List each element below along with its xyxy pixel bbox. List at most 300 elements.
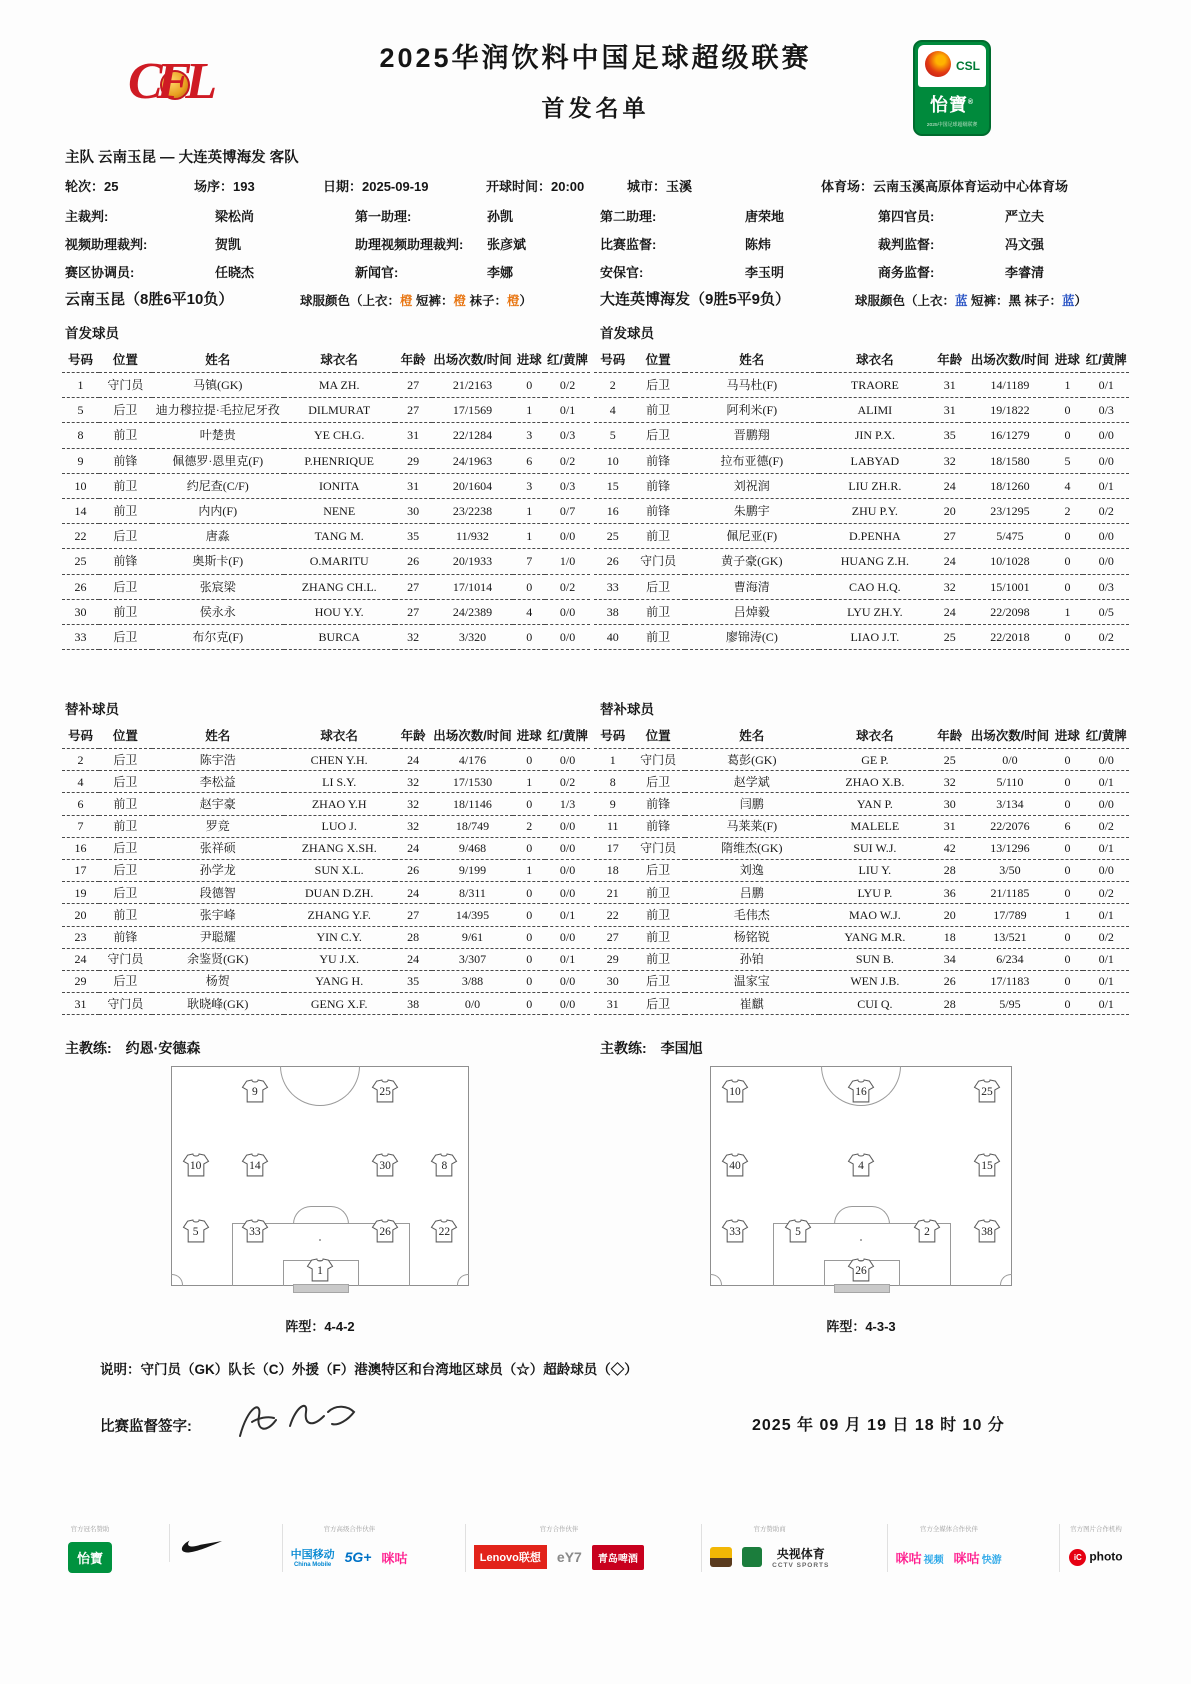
sponsor-tier-label: 官方全媒体合作伙伴 <box>919 1526 978 1533</box>
player-cell: MAO W.J. <box>819 904 931 926</box>
player-cell: 0/0 <box>545 624 590 649</box>
player-cell: 0 <box>513 926 545 948</box>
player-jersey-icon <box>241 1079 269 1103</box>
player-cell: 0 <box>1051 398 1083 423</box>
kit-color-value: 橙 <box>507 294 520 308</box>
player-cell: 0/0 <box>545 859 590 881</box>
column-header: 位置 <box>99 346 152 373</box>
player-cell: 0 <box>1051 549 1083 574</box>
player-cell: 拉布亚德(F) <box>685 448 819 473</box>
player-cell: 3 <box>513 473 545 498</box>
player-cell: 1 <box>513 398 545 423</box>
registered-mark: ® <box>967 99 975 106</box>
player-cell: 0/1 <box>1083 993 1129 1015</box>
official-label: 赛区协调员: <box>65 265 135 280</box>
player-cell: 后卫 <box>631 970 685 992</box>
meta-1: 场序：193 <box>194 179 255 194</box>
player-cell: 后卫 <box>631 574 685 599</box>
player-cell: 后卫 <box>99 574 152 599</box>
sponsor-footer <box>60 1524 1132 1573</box>
away-subs-label: 替补球员 <box>600 702 654 717</box>
sponsor-group <box>465 1524 652 1572</box>
player-cell: 0 <box>1051 948 1083 970</box>
player-cell: 段德智 <box>152 882 284 904</box>
player-jersey-icon <box>306 1258 334 1282</box>
player-cell: 0 <box>1051 859 1083 881</box>
official-label: 新闻官: <box>355 265 399 280</box>
sponsor-tier-label: 官方图片合作机构 <box>1070 1526 1122 1533</box>
player-cell: TRAORE <box>819 373 931 398</box>
player-cell: 31 <box>931 398 968 423</box>
player-cell: 0 <box>513 948 545 970</box>
sponsor-logo-yibao-icon: 怡寶 <box>68 1542 112 1573</box>
player-cell: 0/1 <box>545 948 590 970</box>
player-row <box>62 624 590 649</box>
player-row <box>594 948 1129 970</box>
player-row <box>594 373 1129 398</box>
player-cell: 3/50 <box>968 859 1051 881</box>
official-label: 安保官: <box>600 265 644 280</box>
player-jersey-icon <box>182 1219 210 1243</box>
player-cell: 22/2076 <box>968 815 1051 837</box>
player-cell: 17/1530 <box>432 771 514 793</box>
meta-4: 城市：玉溪 <box>627 179 693 194</box>
matchup: 主队 云南玉昆 — 大连英博海发 客队 <box>65 150 299 166</box>
sponsor-logo-nike-icon <box>178 1539 224 1556</box>
player-cell: 24 <box>395 882 432 904</box>
player-cell: 前卫 <box>631 948 685 970</box>
official-name: 梁松尚 <box>215 209 255 224</box>
sponsor-logo-migu-icon: 咪咕 <box>381 1550 408 1566</box>
player-cell: 后卫 <box>631 771 685 793</box>
sponsor-group <box>60 1524 120 1573</box>
player-cell: LYU P. <box>819 882 931 904</box>
player-cell: O.MARITU <box>284 549 395 574</box>
jersey-number: 22 <box>438 1225 451 1238</box>
player-cell: 后卫 <box>99 624 152 649</box>
column-header: 进球 <box>1051 722 1083 749</box>
player-cell: LABYAD <box>819 448 931 473</box>
official-name: 孙凯 <box>487 209 514 224</box>
player-cell: 14/1189 <box>968 373 1051 398</box>
player-cell: ZHAO Y.H <box>284 793 395 815</box>
player-cell: 8/311 <box>432 882 514 904</box>
player-cell: 葛彭(GK) <box>685 749 819 771</box>
player-cell: 27 <box>931 524 968 549</box>
player-cell: 32 <box>395 815 432 837</box>
player-cell: 23 <box>62 926 99 948</box>
player-cell: 佩德罗·恩里克(F) <box>152 448 284 473</box>
player-cell: 6/234 <box>968 948 1051 970</box>
player-cell: 1/0 <box>545 549 590 574</box>
player-cell: 0/1 <box>1083 373 1129 398</box>
player-row <box>594 926 1129 948</box>
jersey-number: 15 <box>981 1160 993 1173</box>
column-header: 出场次数/时间 <box>968 346 1051 373</box>
player-cell: 守门员 <box>99 993 152 1015</box>
player-row <box>62 882 590 904</box>
player-cell: 31 <box>594 993 631 1015</box>
player-cell: 0/3 <box>545 473 590 498</box>
player-cell: 1 <box>594 749 631 771</box>
goal <box>293 1284 349 1293</box>
sponsor-logo-lenovo-icon: Lenovo联想 <box>474 1545 547 1569</box>
player-cell: 0/0 <box>545 599 590 624</box>
player-cell: 27 <box>395 599 432 624</box>
player-cell: ZHANG Y.F. <box>284 904 395 926</box>
player-cell: 31 <box>395 423 432 448</box>
away-kit-colors: 球服颜色（上衣：蓝 短裤：黑 袜子：蓝） <box>855 294 1088 308</box>
player-row <box>62 970 590 992</box>
player-cell: YANG M.R. <box>819 926 931 948</box>
player-cell: 0/0 <box>1083 793 1129 815</box>
badge-tagline: 2025中国足球超级联赛 <box>926 122 978 128</box>
player-cell: 42 <box>931 837 968 859</box>
home-subs-label: 替补球员 <box>65 702 119 717</box>
player-cell: 0/1 <box>545 904 590 926</box>
player-cell: SUI W.J. <box>819 837 931 859</box>
player-jersey-icon <box>973 1153 1001 1177</box>
player-cell: 1 <box>1051 904 1083 926</box>
player-cell: 侯永永 <box>152 599 284 624</box>
player-cell: 22 <box>62 524 99 549</box>
player-cell: 前卫 <box>99 904 152 926</box>
player-cell: 杨铭锐 <box>685 926 819 948</box>
player-cell: 29 <box>62 970 99 992</box>
player-cell: 35 <box>395 970 432 992</box>
column-header: 年龄 <box>931 722 968 749</box>
player-cell: 后卫 <box>99 749 152 771</box>
player-cell: DUAN D.ZH. <box>284 882 395 904</box>
player-row <box>62 926 590 948</box>
player-cell: 2 <box>513 815 545 837</box>
player-cell: ZHU P.Y. <box>819 498 931 523</box>
player-row <box>62 859 590 881</box>
official-name: 任晓杰 <box>215 265 255 280</box>
player-cell: 张祥硕 <box>152 837 284 859</box>
player-cell: NENE <box>284 498 395 523</box>
penalty-spot <box>319 1239 321 1241</box>
sponsor-logo-cmcc-icon: 中国移动 China Mobile <box>290 1549 335 1568</box>
player-cell: 1 <box>513 859 545 881</box>
player-cell: LUO J. <box>284 815 395 837</box>
player-cell: 8 <box>594 771 631 793</box>
player-cell: 前卫 <box>631 524 685 549</box>
official-label: 助理视频助理裁判: <box>355 237 464 252</box>
player-cell: 0/0 <box>1083 448 1129 473</box>
player-cell: 0/0 <box>1083 859 1129 881</box>
player-cell: 3/320 <box>432 624 514 649</box>
player-row <box>594 473 1129 498</box>
official-name: 冯文强 <box>1005 237 1045 252</box>
player-cell: 0/2 <box>545 574 590 599</box>
player-row <box>62 815 590 837</box>
player-cell: 15 <box>594 473 631 498</box>
player-cell: 前卫 <box>99 793 152 815</box>
sponsor-logo-mark2-icon <box>742 1547 762 1567</box>
sponsor-group <box>282 1524 416 1572</box>
player-cell: 0/0 <box>1083 423 1129 448</box>
player-cell: 25 <box>594 524 631 549</box>
player-cell: 25 <box>931 624 968 649</box>
column-header: 姓名 <box>685 722 819 749</box>
player-cell: 5 <box>1051 448 1083 473</box>
column-header: 球衣名 <box>284 346 395 373</box>
table-header-row <box>594 346 1129 373</box>
player-cell: 0/0 <box>545 970 590 992</box>
player-cell: 前卫 <box>631 624 685 649</box>
player-row <box>594 398 1129 423</box>
player-cell: 吕焯毅 <box>685 599 819 624</box>
player-cell: 14/395 <box>432 904 514 926</box>
player-cell: 38 <box>594 599 631 624</box>
signature-datetime: 2025 年 09 月 19 日 18 时 10 分 <box>752 1417 1005 1434</box>
player-cell: 24/1963 <box>432 448 514 473</box>
column-header: 球衣名 <box>819 722 931 749</box>
player-cell: 3/134 <box>968 793 1051 815</box>
sponsor-logo-grey-icon: eY7 <box>556 1549 582 1565</box>
column-header: 红/黄牌 <box>545 346 590 373</box>
player-cell: 前锋 <box>631 498 685 523</box>
player-cell: 0/1 <box>545 398 590 423</box>
player-cell: 5/475 <box>968 524 1051 549</box>
player-cell: 9 <box>62 448 99 473</box>
corner-arc <box>710 1274 722 1286</box>
player-cell: WEN J.B. <box>819 970 931 992</box>
player-row <box>594 574 1129 599</box>
jersey-number: 25 <box>981 1085 993 1098</box>
jersey-number: 26 <box>379 1225 391 1238</box>
player-cell: 26 <box>931 970 968 992</box>
coach-label: 主教练: <box>65 1040 112 1056</box>
player-cell: 32 <box>395 793 432 815</box>
player-row <box>62 993 590 1015</box>
supervisor-signature-label: 比赛监督签字: <box>100 1419 192 1435</box>
meta-3: 开球时间：20:00 <box>486 179 585 194</box>
player-cell: 35 <box>395 524 432 549</box>
player-cell: 32 <box>931 771 968 793</box>
column-header: 年龄 <box>931 346 968 373</box>
player-cell: 27 <box>395 373 432 398</box>
cfl-logo-text: CFL <box>128 53 212 110</box>
player-cell: 0 <box>513 624 545 649</box>
player-row <box>594 793 1129 815</box>
player-cell: YE CH.G. <box>284 423 395 448</box>
player-cell: 31 <box>62 993 99 1015</box>
player-cell: 33 <box>62 624 99 649</box>
player-jersey-icon <box>182 1153 210 1177</box>
player-cell: SUN B. <box>819 948 931 970</box>
player-cell: 0/2 <box>545 373 590 398</box>
player-cell: 0/0 <box>545 882 590 904</box>
away-team-name: 大连英博海发（9胜5平9负） <box>600 291 791 308</box>
player-cell: 27 <box>594 926 631 948</box>
jersey-number: 4 <box>858 1160 864 1173</box>
player-cell: 10/1028 <box>968 549 1051 574</box>
player-row <box>62 398 590 423</box>
player-cell: 28 <box>395 926 432 948</box>
column-header: 年龄 <box>395 346 432 373</box>
player-cell: 25 <box>62 549 99 574</box>
player-cell: 4 <box>594 398 631 423</box>
player-cell: 22/1284 <box>432 423 514 448</box>
player-row <box>62 373 590 398</box>
official-name: 严立夫 <box>1005 209 1045 224</box>
official-name: 李睿清 <box>1005 265 1045 280</box>
player-cell: 4 <box>513 599 545 624</box>
away-coach-name: 李国旭 <box>660 1040 703 1056</box>
player-cell: 布尔克(F) <box>152 624 284 649</box>
player-cell: 0/2 <box>1083 815 1129 837</box>
official-label: 比赛监督: <box>600 237 657 252</box>
player-cell: 3 <box>513 423 545 448</box>
player-cell: 前卫 <box>631 398 685 423</box>
meta-5: 体育场：云南玉溪高原体育运动中心体育场 <box>821 179 1069 194</box>
player-cell: 3/88 <box>432 970 514 992</box>
player-cell: 20 <box>62 904 99 926</box>
player-cell: 24 <box>395 749 432 771</box>
player-cell: ZHAO X.B. <box>819 771 931 793</box>
player-cell: P.HENRIQUE <box>284 448 395 473</box>
jersey-number: 10 <box>729 1085 741 1098</box>
player-cell: 35 <box>931 423 968 448</box>
player-cell: BURCA <box>284 624 395 649</box>
player-cell: 4 <box>1051 473 1083 498</box>
player-jersey-icon <box>721 1219 749 1243</box>
player-row <box>62 524 590 549</box>
player-cell: 1 <box>513 771 545 793</box>
away-formation-label: 阵型：4-3-3 <box>826 1319 896 1334</box>
player-cell: 34 <box>931 948 968 970</box>
page-title: 2025华润饮料中国足球超级联赛 <box>379 43 812 73</box>
csl-badge-text: CSL <box>956 59 980 73</box>
player-cell: 2 <box>594 373 631 398</box>
player-jersey-icon <box>847 1258 875 1282</box>
player-cell: 0/1 <box>1083 473 1129 498</box>
player-cell: LYU ZH.Y. <box>819 599 931 624</box>
player-cell: 0/0 <box>545 524 590 549</box>
player-row <box>594 624 1129 649</box>
player-cell: 前锋 <box>631 473 685 498</box>
player-cell: 0 <box>1051 624 1083 649</box>
player-cell: 0 <box>1051 993 1083 1015</box>
player-cell: CHEN Y.H. <box>284 749 395 771</box>
player-cell: 后卫 <box>631 423 685 448</box>
sponsor-logo-fiveg-icon: 5G+ <box>344 1549 372 1565</box>
player-cell: 1/3 <box>545 793 590 815</box>
home-subs-table <box>62 722 590 1015</box>
player-cell: 32 <box>931 574 968 599</box>
player-jersey-icon <box>721 1153 749 1177</box>
player-cell: 0 <box>1051 574 1083 599</box>
player-cell: 叶楚贵 <box>152 423 284 448</box>
player-cell: 孙铂 <box>685 948 819 970</box>
player-cell: 27 <box>395 904 432 926</box>
official-name: 唐荣地 <box>745 209 785 224</box>
jersey-number: 26 <box>855 1264 867 1277</box>
player-cell: 17/1014 <box>432 574 514 599</box>
home-starters-label: 首发球员 <box>65 326 119 341</box>
player-row <box>62 904 590 926</box>
column-header: 号码 <box>594 346 631 373</box>
home-starters-table <box>62 346 590 650</box>
player-row <box>594 837 1129 859</box>
player-cell: LIU Y. <box>819 859 931 881</box>
player-cell: 0/2 <box>1083 624 1129 649</box>
player-cell: 崔麒 <box>685 993 819 1015</box>
player-cell: 0/0 <box>545 926 590 948</box>
corner-arc <box>457 1274 469 1286</box>
player-cell: 22 <box>594 904 631 926</box>
player-cell: 24 <box>395 948 432 970</box>
player-cell: 0/2 <box>1083 926 1129 948</box>
yibao-brand <box>915 91 989 117</box>
player-cell: 20 <box>931 904 968 926</box>
player-cell: 奥斯卡(F) <box>152 549 284 574</box>
player-cell: 0 <box>513 837 545 859</box>
player-cell: 前卫 <box>631 599 685 624</box>
player-row <box>594 993 1129 1015</box>
corner-arc <box>171 1274 183 1286</box>
player-cell: 31 <box>931 815 968 837</box>
player-cell: 前锋 <box>631 448 685 473</box>
player-cell: 5 <box>62 398 99 423</box>
player-jersey-icon <box>241 1153 269 1177</box>
player-cell: 6 <box>1051 815 1083 837</box>
player-cell: 27 <box>395 574 432 599</box>
player-cell: 后卫 <box>631 373 685 398</box>
player-cell: 0 <box>1051 837 1083 859</box>
player-cell: 26 <box>62 574 99 599</box>
player-cell: 余鉴贤(GK) <box>152 948 284 970</box>
away-starters-table <box>594 346 1129 650</box>
player-cell: 0 <box>1051 793 1083 815</box>
player-cell: 24 <box>395 837 432 859</box>
player-cell: 2 <box>1051 498 1083 523</box>
jersey-number: 14 <box>249 1160 261 1173</box>
player-cell: 赵学斌 <box>685 771 819 793</box>
column-header: 位置 <box>631 346 685 373</box>
player-cell: 陈宇浩 <box>152 749 284 771</box>
player-row <box>594 599 1129 624</box>
penalty-arc <box>293 1206 349 1224</box>
player-cell: 21/1185 <box>968 882 1051 904</box>
player-cell: 0/3 <box>1083 398 1129 423</box>
home-formation-pitch <box>171 1066 469 1286</box>
player-cell: 40 <box>594 624 631 649</box>
player-cell: 后卫 <box>99 859 152 881</box>
player-cell: 迪力穆拉提·毛拉尼牙孜 <box>152 398 284 423</box>
kit-color-value: 蓝 <box>1062 294 1075 308</box>
player-cell: 3/307 <box>432 948 514 970</box>
player-cell: 24 <box>931 473 968 498</box>
player-cell: 守门员 <box>631 549 685 574</box>
player-cell: 33 <box>594 574 631 599</box>
player-cell: JIN P.X. <box>819 423 931 448</box>
official-name: 贺凯 <box>215 237 242 252</box>
player-cell: 38 <box>395 993 432 1015</box>
player-cell: 11/932 <box>432 524 514 549</box>
player-cell: 23/1295 <box>968 498 1051 523</box>
player-cell: D.PENHA <box>819 524 931 549</box>
player-cell: 0/2 <box>545 448 590 473</box>
player-cell: 后卫 <box>99 970 152 992</box>
player-cell: 11 <box>594 815 631 837</box>
player-cell: 前卫 <box>631 926 685 948</box>
player-cell: YANG H. <box>284 970 395 992</box>
jersey-number: 16 <box>855 1085 867 1098</box>
official-name: 李玉明 <box>745 265 785 280</box>
